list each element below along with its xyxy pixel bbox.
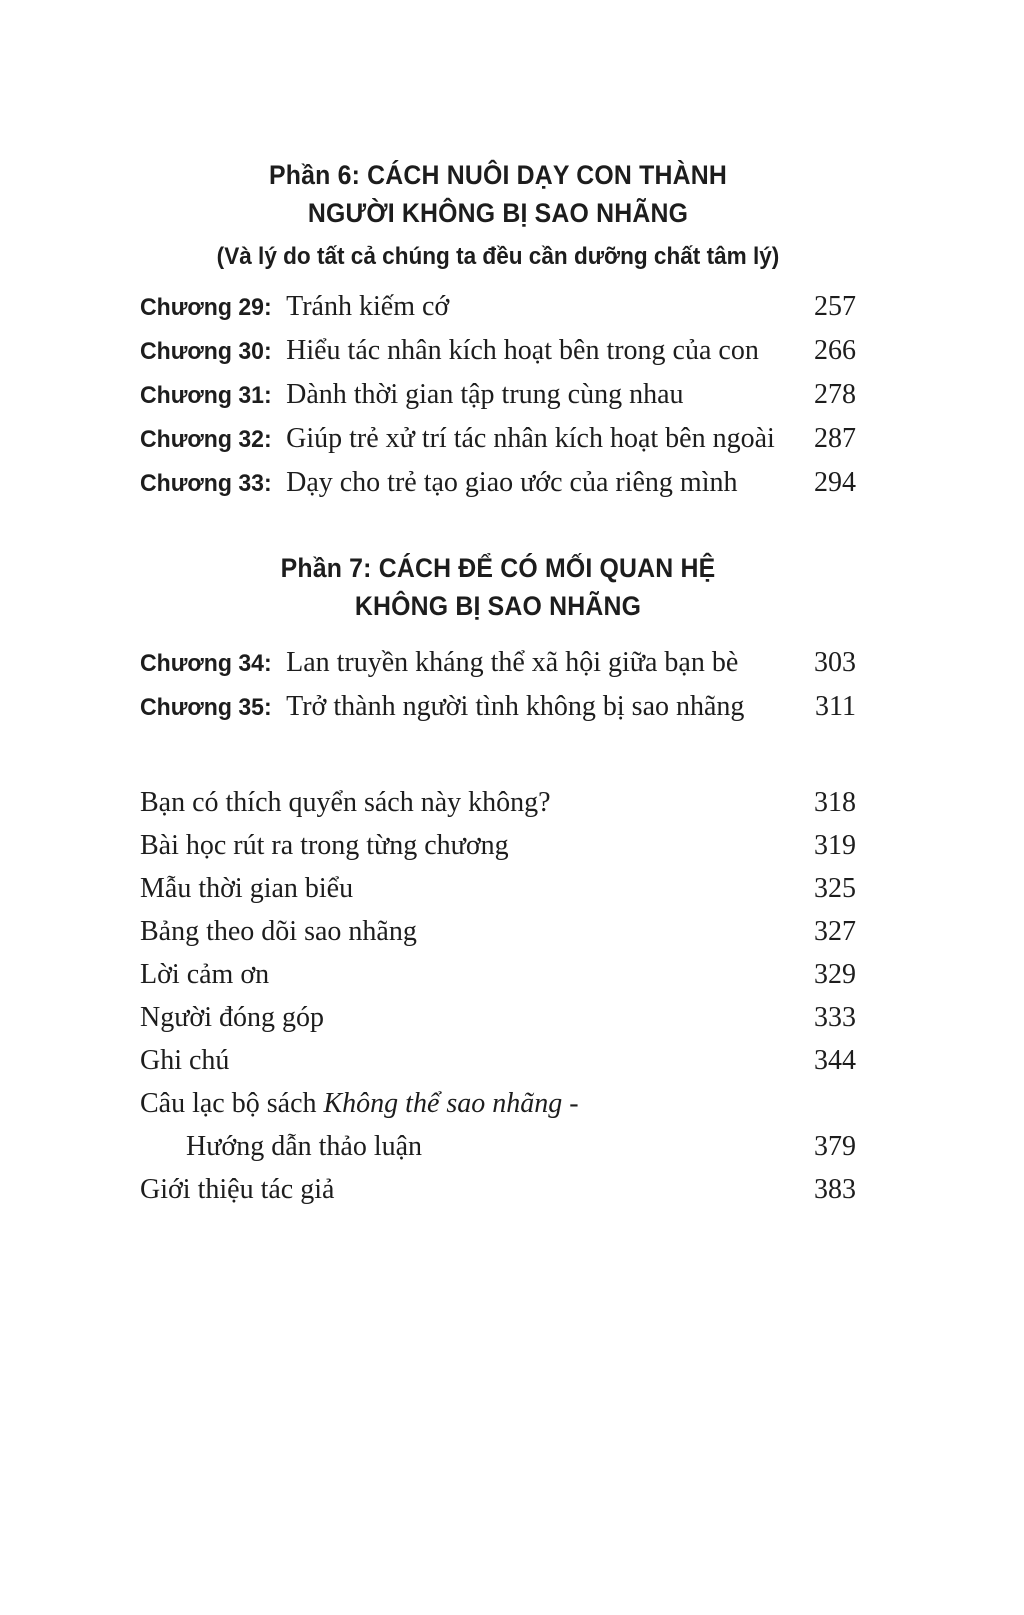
page-number: 329 bbox=[814, 959, 856, 990]
toc-entry bbox=[140, 996, 856, 1039]
entry-text bbox=[140, 461, 738, 505]
page-number: 325 bbox=[814, 873, 856, 904]
chapter-title: Hiểu tác nhân kích hoạt bên trong của con bbox=[286, 335, 759, 366]
entry-text: Hướng dẫn thảo luận bbox=[186, 1131, 423, 1162]
section-heading-part6 bbox=[169, 156, 828, 232]
chapter-title: Dạy cho trẻ tạo giao ước của riêng mình bbox=[286, 467, 738, 498]
toc-back-matter bbox=[140, 781, 856, 1211]
entry-text: Người đóng góp bbox=[140, 1002, 324, 1033]
chapter-title: Dành thời gian tập trung cùng nhau bbox=[286, 379, 684, 410]
entry-text: Ghi chú bbox=[140, 1045, 230, 1076]
chapter-label: Chương 32: bbox=[140, 426, 272, 453]
book-club-title-italic: Không thể sao nhãng bbox=[323, 1088, 563, 1119]
toc-section-part7 bbox=[140, 549, 856, 729]
toc-entry bbox=[140, 781, 856, 824]
page-number: 278 bbox=[814, 379, 856, 410]
chapter-label: Chương 31: bbox=[140, 382, 272, 409]
chapter-title: Lan truyền kháng thể xã hội giữa bạn bè bbox=[286, 647, 739, 678]
toc-entry-book-club-line1 bbox=[140, 1082, 856, 1125]
toc-entry bbox=[140, 867, 856, 910]
section-heading-line: Phần 7: CÁCH ĐỂ CÓ MỐI QUAN HỆ bbox=[280, 553, 716, 583]
toc-content bbox=[140, 156, 856, 1211]
page-number: 327 bbox=[814, 916, 856, 947]
entry-text: Giới thiệu tác giả bbox=[140, 1174, 335, 1205]
chapter-label: Chương 33: bbox=[140, 470, 272, 497]
chapter-label: Chương 34: bbox=[140, 650, 272, 677]
page-number: 318 bbox=[814, 787, 856, 818]
page-number: 344 bbox=[814, 1045, 856, 1076]
toc-entry-book-club-line2 bbox=[140, 1125, 856, 1168]
page-number: 383 bbox=[814, 1174, 856, 1205]
toc-entry bbox=[140, 329, 856, 373]
page-number: 333 bbox=[814, 1002, 856, 1033]
entry-text: Lời cảm ơn bbox=[140, 959, 270, 990]
page-number: 311 bbox=[815, 691, 856, 722]
entry-text bbox=[140, 285, 449, 329]
page-number: 257 bbox=[814, 291, 856, 322]
section-heading-line: KHÔNG BỊ SAO NHÃNG bbox=[354, 591, 642, 621]
toc-entry bbox=[140, 373, 856, 417]
entry-text bbox=[140, 329, 759, 373]
page-number: 319 bbox=[814, 830, 856, 861]
entry-text: Bảng theo dõi sao nhãng bbox=[140, 916, 417, 947]
toc-entry bbox=[140, 910, 856, 953]
chapter-title: Trở thành người tình không bị sao nhãng bbox=[286, 691, 745, 722]
toc-entry bbox=[140, 824, 856, 867]
chapter-title: Tránh kiếm cớ bbox=[286, 291, 450, 322]
toc-entry bbox=[140, 641, 856, 685]
entry-text bbox=[140, 685, 744, 729]
entry-text bbox=[140, 1082, 579, 1125]
toc-entry bbox=[140, 1039, 856, 1082]
toc-entry bbox=[140, 685, 856, 729]
book-club-suffix: - bbox=[562, 1088, 579, 1119]
book-club-prefix: Câu lạc bộ sách bbox=[140, 1088, 324, 1119]
entry-text: Mẫu thời gian biểu bbox=[140, 873, 354, 904]
section-entries bbox=[140, 641, 856, 729]
page-number: 303 bbox=[814, 647, 856, 678]
toc-entry bbox=[140, 953, 856, 996]
entry-text bbox=[140, 417, 775, 461]
entry-text bbox=[140, 373, 684, 417]
toc-section-part6 bbox=[140, 156, 856, 505]
toc-entry bbox=[140, 1168, 856, 1211]
entry-text: Bài học rút ra trong từng chương bbox=[140, 830, 509, 861]
chapter-title: Giúp trẻ xử trí tác nhân kích hoạt bên ngoài bbox=[286, 423, 775, 454]
page-number: 287 bbox=[814, 423, 856, 454]
entry-text bbox=[140, 641, 738, 685]
entry-text: Bạn có thích quyển sách này không? bbox=[140, 787, 551, 818]
toc-entry bbox=[140, 285, 856, 329]
section-heading-part7 bbox=[169, 549, 828, 625]
page-number: 379 bbox=[814, 1131, 856, 1162]
chapter-label: Chương 29: bbox=[140, 294, 272, 321]
chapter-label: Chương 30: bbox=[140, 338, 272, 365]
section-heading-line: Phần 6: CÁCH NUÔI DẠY CON THÀNH bbox=[269, 160, 727, 190]
section-heading-line: NGƯỜI KHÔNG BỊ SAO NHÃNG bbox=[307, 198, 689, 228]
section-subtitle: (Và lý do tất cả chúng ta đều cần dưỡng chất tâm lý) bbox=[216, 243, 780, 270]
chapter-label: Chương 35: bbox=[140, 694, 272, 721]
toc-entry bbox=[140, 417, 856, 461]
page-number: 294 bbox=[814, 467, 856, 498]
section-entries bbox=[140, 285, 856, 505]
toc-entry bbox=[140, 461, 856, 505]
page-number: 266 bbox=[814, 335, 856, 366]
